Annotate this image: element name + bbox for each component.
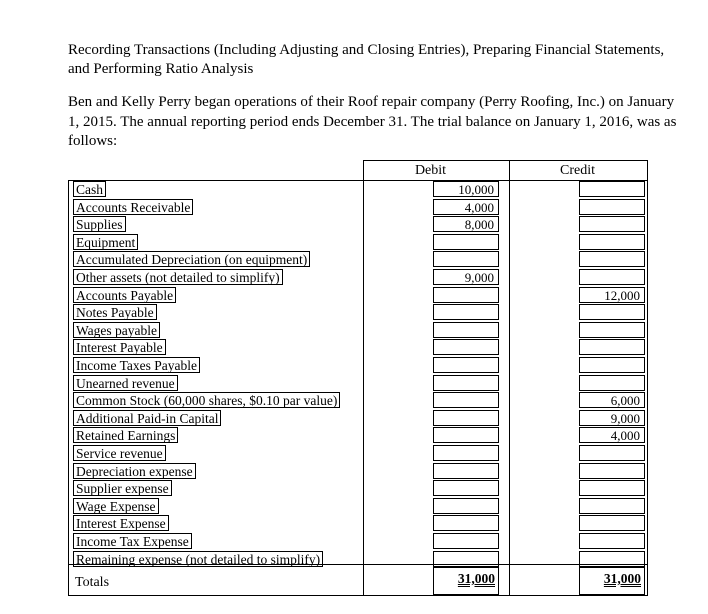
debit-amount xyxy=(433,498,499,514)
debit-amount: 9,000 xyxy=(433,269,499,285)
credit-amount xyxy=(579,445,645,461)
credit-amount: 4,000 xyxy=(579,427,645,443)
header-top-border xyxy=(363,160,648,161)
credit-amount xyxy=(579,234,645,250)
account-name: Equipment xyxy=(73,234,138,250)
credit-amount xyxy=(579,480,645,496)
account-name: Other assets (not detailed to simplify) xyxy=(73,269,283,285)
credit-amount xyxy=(579,216,645,232)
debit-amount xyxy=(433,445,499,461)
debit-amount: 8,000 xyxy=(433,216,499,232)
account-name: Supplier expense xyxy=(73,480,172,496)
account-name: Depreciation expense xyxy=(73,463,196,479)
credit-amount xyxy=(579,498,645,514)
divider-accounts-debit xyxy=(363,160,364,596)
totals-label: Totals xyxy=(75,575,110,590)
account-name: Common Stock (60,000 shares, $0.10 par value) xyxy=(73,392,340,408)
debit-amount: 4,000 xyxy=(433,199,499,215)
credit-amount xyxy=(579,357,645,373)
totals-row xyxy=(68,564,648,597)
account-name: Accumulated Depreciation (on equipment) xyxy=(73,251,310,267)
debit-amount xyxy=(433,533,499,549)
intro-paragraph: Ben and Kelly Perry began operations of their Roof repair company (Perry Roofing, Inc.) on January 1, 2015. The annual reporting period ends December 31. The trial balance on January 1, 2016, was as follows: xyxy=(68,94,677,149)
divider-debit-credit xyxy=(509,160,510,596)
debit-amount: 10,000 xyxy=(433,181,499,197)
debit-amount xyxy=(433,375,499,391)
credit-amount xyxy=(579,533,645,549)
debit-amount xyxy=(433,304,499,320)
account-name: Cash xyxy=(73,181,106,197)
credit-amount xyxy=(579,199,645,215)
document-title: Recording Transactions (Including Adjusting and Closing Entries), Preparing Financial Statements, and Performing Ratio Analysis xyxy=(68,42,665,77)
account-name: Income Taxes Payable xyxy=(73,357,200,373)
credit-amount xyxy=(579,463,645,479)
debit-header: Debit xyxy=(414,163,447,178)
account-name: Remaining expense (not detailed to simplify) xyxy=(73,551,323,567)
account-name: Income Tax Expense xyxy=(73,533,192,549)
account-name: Wage Expense xyxy=(73,498,159,514)
account-name: Additional Paid-in Capital xyxy=(73,410,221,426)
debit-amount xyxy=(433,463,499,479)
trial-balance-table xyxy=(68,160,648,596)
account-name: Notes Payable xyxy=(73,304,157,320)
account-name: Interest Expense xyxy=(73,515,169,531)
account-name: Supplies xyxy=(73,216,126,232)
debit-amount xyxy=(433,410,499,426)
debit-amount xyxy=(433,357,499,373)
credit-header: Credit xyxy=(560,163,595,178)
debit-amount xyxy=(433,339,499,355)
debit-amount xyxy=(433,515,499,531)
account-name: Wages payable xyxy=(73,322,160,338)
credit-amount xyxy=(579,181,645,197)
credit-amount: 9,000 xyxy=(579,410,645,426)
credit-amount xyxy=(579,515,645,531)
credit-amount xyxy=(579,251,645,267)
account-name: Service revenue xyxy=(73,445,166,461)
debit-amount xyxy=(433,234,499,250)
account-name: Retained Earnings xyxy=(73,427,178,443)
credit-amount: 12,000 xyxy=(579,287,645,303)
account-name: Interest Payable xyxy=(73,339,166,355)
debit-amount xyxy=(433,287,499,303)
total-debit: 31,000 xyxy=(457,571,495,586)
debit-amount xyxy=(433,322,499,338)
credit-amount xyxy=(579,375,645,391)
account-name: Accounts Receivable xyxy=(73,199,193,215)
debit-amount xyxy=(433,480,499,496)
credit-amount xyxy=(579,269,645,285)
debit-amount xyxy=(433,392,499,408)
total-credit: 31,000 xyxy=(603,571,641,586)
account-name: Unearned revenue xyxy=(73,375,178,391)
credit-amount xyxy=(579,304,645,320)
debit-amount xyxy=(433,251,499,267)
credit-amount xyxy=(579,339,645,355)
account-name: Accounts Payable xyxy=(73,287,176,303)
divider-right-header xyxy=(647,160,648,180)
credit-amount: 6,000 xyxy=(579,392,645,408)
credit-amount xyxy=(579,322,645,338)
debit-amount xyxy=(433,427,499,443)
